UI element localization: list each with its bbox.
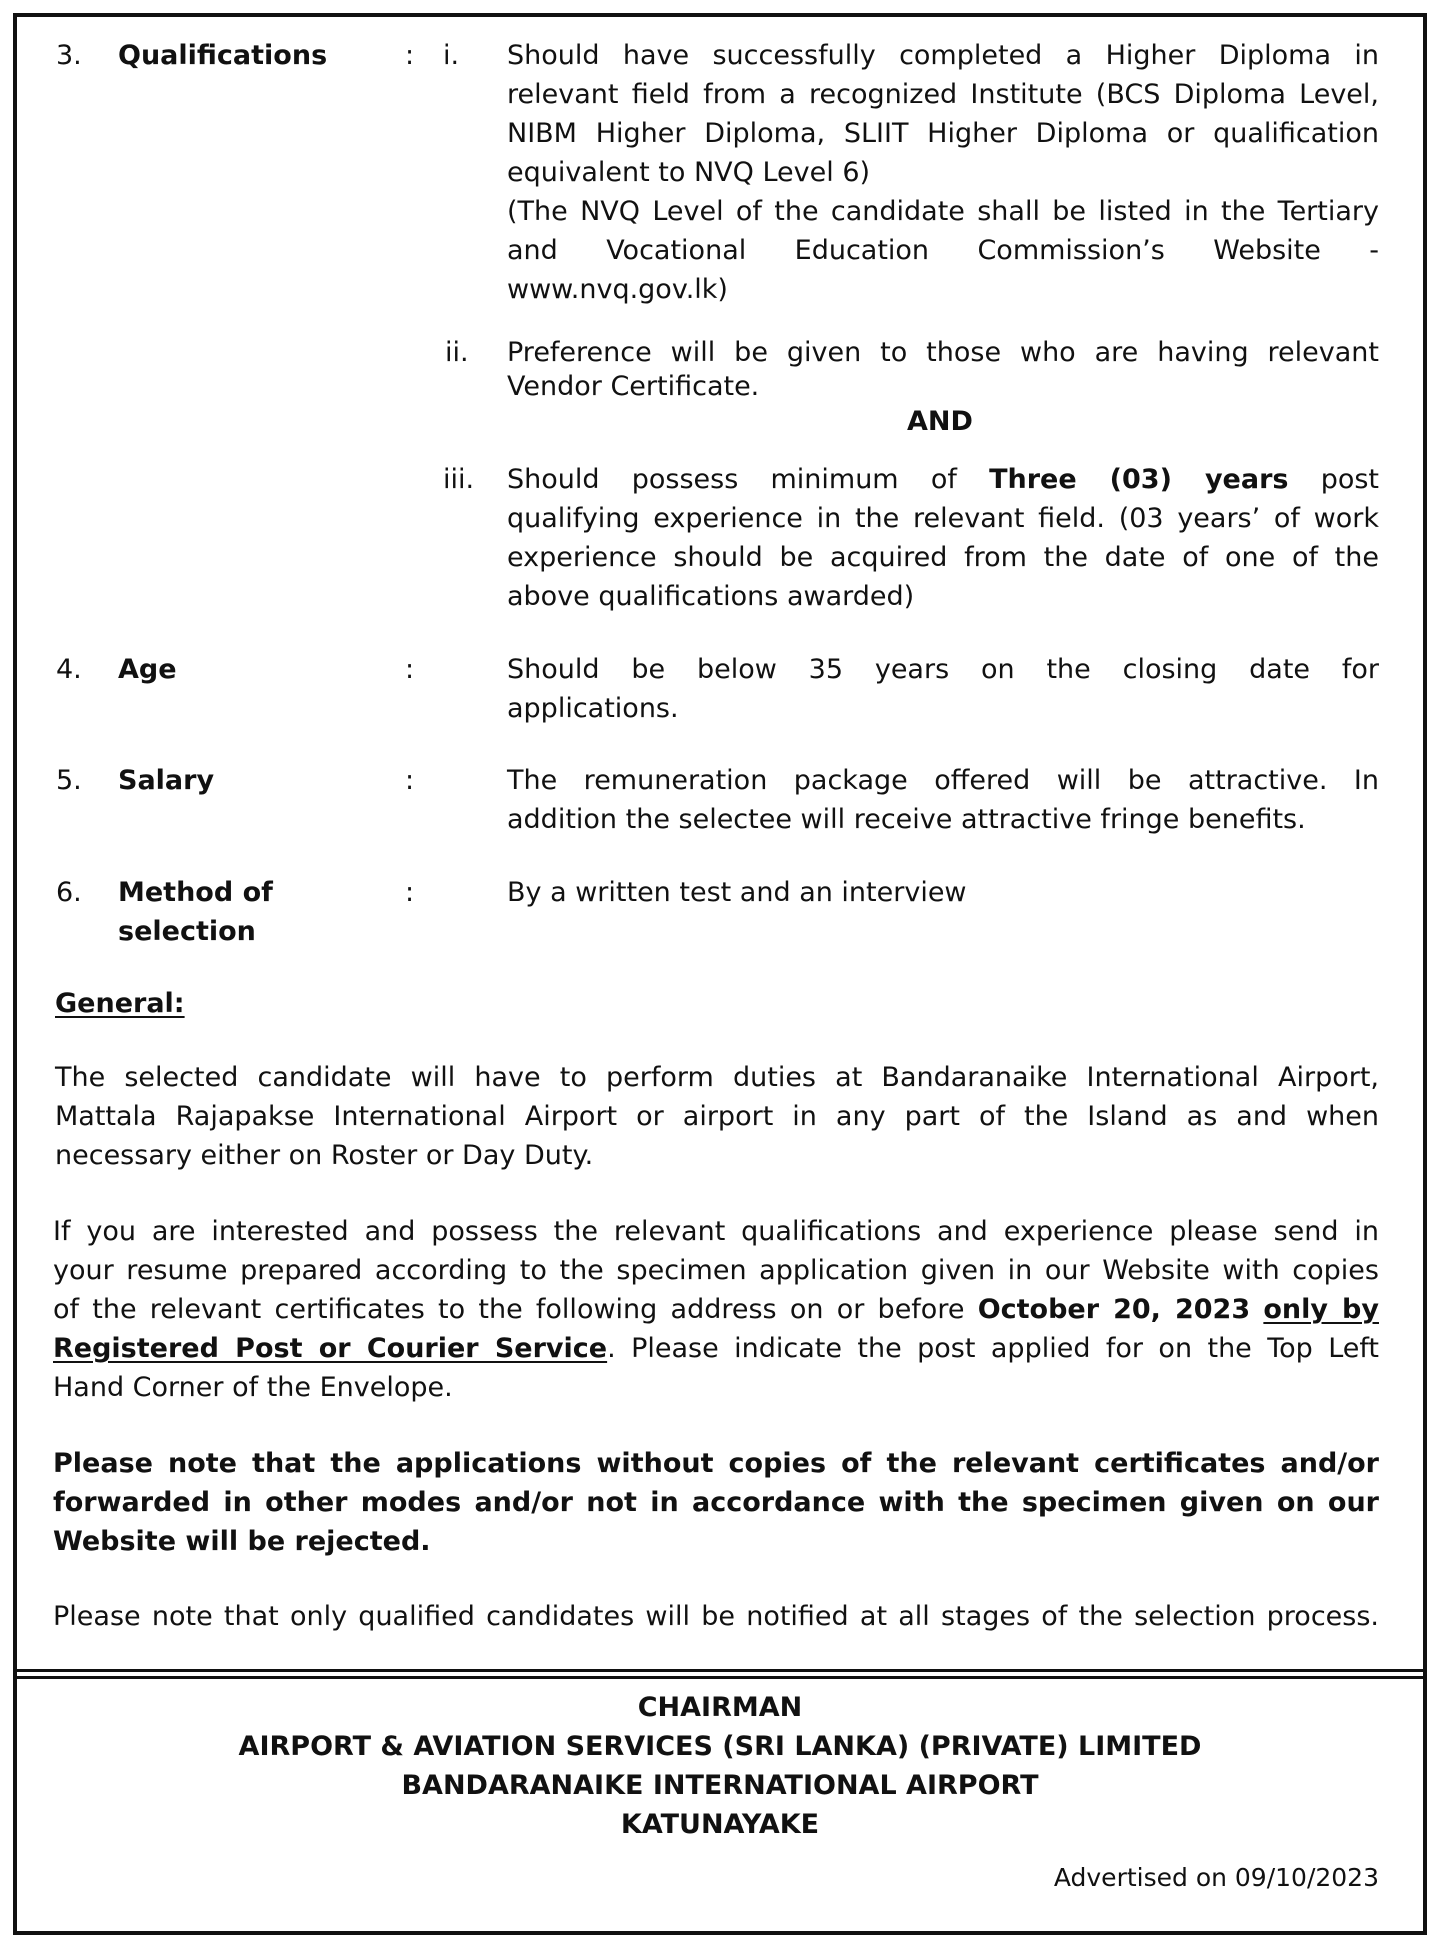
- airport-name: BANDARANAIKE INTERNATIONAL AIRPORT: [401, 1770, 1039, 1801]
- item-number-4: 4.: [56, 654, 82, 685]
- text-line: If you are interested and possess the relevant qualifications and experience please send in: [53, 1216, 1379, 1247]
- text-line: applications.: [507, 693, 679, 724]
- delivery-method-text: only by: [1263, 1294, 1379, 1325]
- item-colon: :: [405, 765, 415, 796]
- text-line: Mattala Rajapakse International Airport or airport in any part of the Island as and when: [55, 1101, 1379, 1132]
- item-colon: :: [405, 654, 415, 685]
- text-line: NIBM Higher Diploma, SLIIT Higher Diploma or qualification: [507, 118, 1379, 149]
- text-line: The remuneration package offered will be attractive. In: [507, 765, 1379, 796]
- text-line: experience should be acquired from the date of one of the: [507, 542, 1379, 573]
- text-line: www.nvq.gov.lk): [507, 274, 728, 305]
- text-line: and Vocational Education Commission’s Website -: [507, 235, 1379, 266]
- text-line: Website will be rejected.: [53, 1526, 431, 1557]
- signatory-title: CHAIRMAN: [637, 1692, 803, 1723]
- text-line: relevant field from a recognized Institute (BCS Diploma Level,: [507, 79, 1379, 110]
- roman-ii: ii.: [445, 337, 469, 368]
- text-line: necessary either on Roster or Day Duty.: [55, 1140, 594, 1171]
- text-line: qualifying experience in the relevant field. (03 years’ of work: [507, 503, 1379, 534]
- general-paragraph-1: [55, 1058, 1379, 1175]
- text-line: Preference will be given to those who are having relevant: [507, 337, 1379, 368]
- general-paragraph-4: [53, 1597, 1379, 1636]
- general-paragraph-3: [53, 1444, 1379, 1561]
- closing-date: October 20, 2023: [977, 1294, 1251, 1325]
- text-run: . Please indicate the post applied for on the Top Left: [607, 1333, 1379, 1364]
- section-divider: [13, 1669, 1427, 1672]
- item-label-salary: Salary: [118, 765, 215, 796]
- item-number-6: 6.: [56, 877, 82, 908]
- text-line: above qualifications awarded): [507, 581, 915, 612]
- text-line: equivalent to NVQ Level 6): [507, 157, 871, 188]
- text-line: Should be below 35 years on the closing date for: [507, 654, 1379, 685]
- qualification-ii-text: [507, 333, 1379, 402]
- roman-iii: iii.: [443, 464, 475, 495]
- advertised-date: Advertised on 09/10/2023: [1053, 1863, 1379, 1892]
- location-name: KATUNAYAKE: [620, 1809, 820, 1840]
- text-line: addition the selectee will receive attractive fringe benefits.: [507, 804, 1306, 835]
- method-text: By a written test and an interview: [507, 877, 967, 908]
- text-line: [507, 460, 1379, 499]
- text-line: Please note that only qualified candidates will be notified at all stages of the selection process.: [53, 1601, 1379, 1632]
- text-run: post: [1320, 464, 1379, 495]
- qualification-i-text: [507, 36, 1379, 309]
- delivery-method-text: Registered Post or Courier Service: [53, 1333, 608, 1364]
- item-number-5: 5.: [56, 765, 82, 796]
- item-label-age: Age: [118, 654, 177, 685]
- text-line: Hand Corner of the Envelope.: [53, 1372, 453, 1403]
- qualification-iii-text: [507, 460, 1379, 616]
- text-line: [53, 1329, 1379, 1368]
- age-text: [507, 650, 1379, 728]
- roman-i: i.: [443, 40, 460, 71]
- general-heading: [55, 984, 185, 1023]
- and-connector: AND: [907, 406, 973, 437]
- text-run: of the relevant certificates to the following address on or before: [53, 1294, 965, 1325]
- general-paragraph-2: [53, 1212, 1379, 1407]
- text-line: [53, 1290, 1379, 1329]
- organization-name: AIRPORT & AVIATION SERVICES (SRI LANKA) (PRIVATE) LIMITED: [238, 1731, 1202, 1762]
- text-line: (The NVQ Level of the candidate shall be listed in the Tertiary: [507, 196, 1379, 227]
- bold-text: Three (03) years: [989, 464, 1289, 495]
- text-line: Should have successfully completed a Higher Diploma in: [507, 40, 1379, 71]
- text-line: Vendor Certificate.: [507, 371, 760, 402]
- item-number-3: 3.: [56, 40, 82, 71]
- item-colon: :: [405, 40, 415, 71]
- text-line: The selected candidate will have to perform duties at Bandaranaike International Airport,: [55, 1062, 1379, 1093]
- label-line: Method of: [118, 877, 273, 908]
- item-colon: :: [405, 877, 415, 908]
- text-line: your resume prepared according to the specimen application given in our Website with copies: [53, 1255, 1379, 1286]
- text-line: Please note that the applications without copies of the relevant certificates and/or: [53, 1448, 1379, 1479]
- text-line: forwarded in other modes and/or not in accordance with the specimen given on our: [53, 1487, 1379, 1518]
- item-label-method-of-selection: [118, 873, 273, 951]
- general-heading-text: General:: [55, 988, 185, 1019]
- label-line: selection: [118, 916, 256, 947]
- salary-text: [507, 761, 1379, 839]
- text-run: Should possess minimum of: [507, 464, 957, 495]
- section-divider: [13, 1676, 1427, 1679]
- item-label-qualifications: Qualifications: [118, 40, 328, 71]
